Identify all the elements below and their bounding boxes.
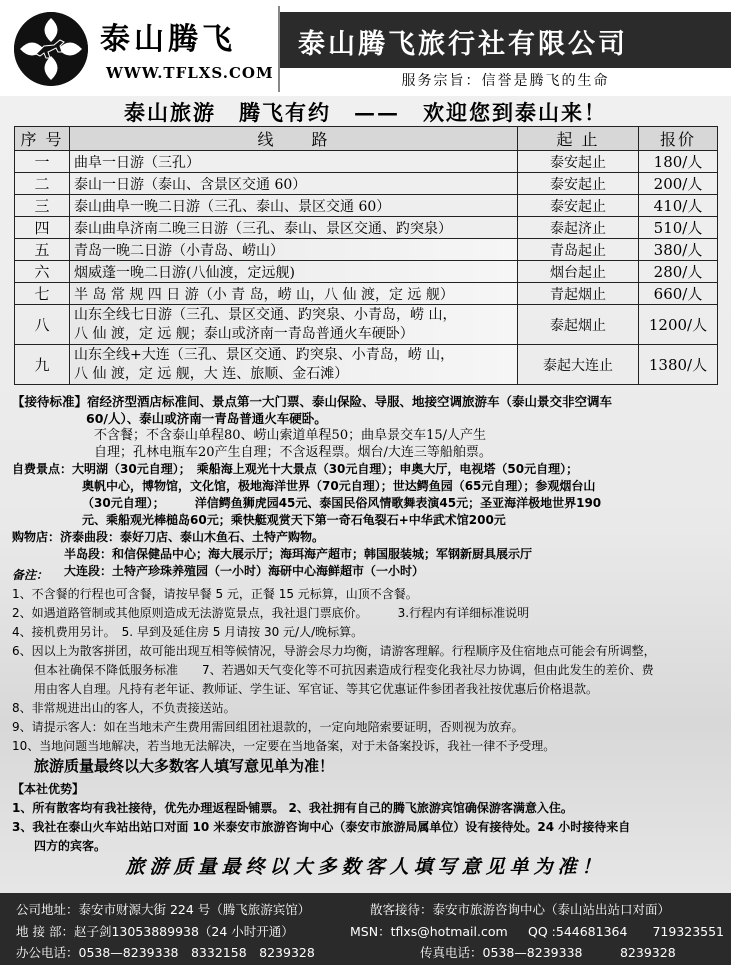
note-item: 10、当地问题当地解决，若当地无法解决，一定要在当地备案，对于未备案投诉，我社一律不予受理。 — [12, 739, 556, 753]
row-price: 1380/人 — [639, 345, 718, 385]
row-from-to: 泰安起止 — [518, 173, 639, 195]
self-pay-line: 元、乘船观光棒槌岛60元；乘快艇观赏天下第一奇石龟裂石+中华武术馆200元 — [82, 513, 506, 527]
service-motto: 服务宗旨：信誉是腾飞的生命 — [401, 73, 610, 89]
note-item: 8、非常规进出山的客人，不负责接送站。 — [12, 701, 236, 715]
table-header-row — [15, 127, 718, 151]
row-no: 七 — [15, 283, 70, 305]
note-item: 9、请提示客人：如在当地未产生费用需回组团社退款的，一定向地陪索要证明，否则视为放弃。 — [12, 720, 524, 734]
shopping-line: 大连段：土特产珍珠养殖园（一小时）海研中心海鲜超市（一小时） — [64, 564, 425, 578]
row-route: 曲阜一日游（三孔） — [70, 151, 518, 173]
row-price: 410/人 — [639, 195, 718, 217]
note-item: 1、不含餐的行程也可含餐，请按早餐 5 元，正餐 15 元标算，山顶不含餐。 — [12, 587, 418, 601]
row-from-to: 青岛起止 — [518, 239, 639, 261]
note-item: 6、因以上为散客拼团，故可能出现互相等候情况，导游会尽力均衡，请游客理解。行程顺序及住宿地点可能会有所调整， — [12, 644, 656, 658]
row-route-line2: 八 仙 渡，定 远 舰；泰山或济南一青岛普通火车硬卧） — [74, 325, 414, 342]
advantage-title: 【本社优势】 — [12, 782, 85, 796]
table-row — [15, 345, 718, 385]
logo — [8, 6, 280, 92]
row-price: 510/人 — [639, 217, 718, 239]
row-price: 180/人 — [639, 151, 718, 173]
header — [0, 0, 731, 96]
row-no: 五 — [15, 239, 70, 261]
table-row — [15, 283, 718, 305]
self-pay-line: （30元自理）； 洋信鳄鱼狮虎园45元、泰国民俗风情歌舞表演45元；圣亚海洋极地世界190 — [82, 496, 602, 510]
row-no: 三 — [15, 195, 70, 217]
msn-contact: MSN：tflxs@hotmail.com — [350, 924, 508, 939]
company-banner — [280, 12, 731, 68]
advantage-section — [12, 780, 722, 856]
shopping-line: 购物店：济泰曲段：泰好刀店、泰山木鱼石、土特产购物。 — [12, 530, 325, 544]
row-price: 660/人 — [639, 283, 718, 305]
row-from-to: 青起烟止 — [518, 283, 639, 305]
logo-url: WWW.TFLXS.COM — [106, 64, 274, 82]
note-item-2: 2、如遇道路管制或其他原则造成无法游览景点，我社退门票底价。 — [12, 606, 362, 620]
table-row — [15, 151, 718, 173]
row-route: 烟威蓬一晚二日游(八仙渡，定远舰) — [70, 261, 518, 283]
office-phone: 办公电话：0538—8239338 8332158 8239328 — [16, 945, 315, 960]
header-price: 报价 — [639, 127, 718, 151]
row-price: 200/人 — [639, 173, 718, 195]
quality-slogan: 旅游质量最终以大多数客人填写意见单为准！ — [34, 757, 335, 775]
advantage-item: 3、我社在泰山火车站出站口对面 10 米泰安市旅游咨询中心（泰安市旅游局属单位）设有接待处。24 小时接待来自 — [12, 820, 631, 834]
row-route: 半 岛 常 规 四 日 游（小 青 岛，崂 山，八 仙 渡，定 远 舰） — [70, 283, 518, 305]
row-no: 九 — [15, 345, 70, 385]
company-name: 泰山腾飞旅行社有限公司 — [298, 29, 628, 60]
row-from-to: 泰起大连止 — [518, 345, 639, 385]
welcome-slogan: 泰山旅游 腾飞有约 —— 欢迎您到泰山来！ — [124, 100, 607, 125]
table-row — [15, 305, 718, 345]
row-from-to: 泰起烟止 — [518, 305, 639, 345]
standard-line: 自理；孔林电瓶车20产生自理；不含返程票。烟台/大连三等船舶票。 — [94, 445, 492, 460]
row-route-line1: 山东全线七日游（三孔、景区交通、趵突泉、小青岛，崂 山， — [74, 306, 457, 323]
row-no: 六 — [15, 261, 70, 283]
reception-address: 散客接待：泰安市旅游咨询中心（泰山站出站口对面） — [370, 902, 671, 917]
row-route: 泰山一日游（泰山、含景区交通 60） — [70, 173, 518, 195]
row-from-to: 泰安起止 — [518, 195, 639, 217]
standard-line: 60/人）、泰山或济南一青岛普通火车硬卧。 — [86, 411, 327, 426]
advantage-item: 1、所有散客均有我社接待，优先办理返程卧铺票。 2、我社拥有自己的腾飞旅游宾馆确保游客满意入住。 — [12, 801, 573, 815]
standard-line: 不含餐；不含泰山单程80、崂山索道单程50；曲阜景交车15/人产生 — [94, 428, 487, 443]
logo-name: 泰山腾飞 — [100, 22, 236, 57]
row-route-line2: 八 仙 渡，定 远 舰，大 连、旅顺、金石滩） — [74, 365, 349, 382]
row-from-to: 泰起济止 — [518, 217, 639, 239]
row-price: 280/人 — [639, 261, 718, 283]
qq-contact: QQ :544681364 719323551 — [528, 924, 725, 939]
note-item: 用由客人自理。凡持有老年证、教师证、学生证、军官证、等其它优惠证件参团者我社按优惠后价格退款。 — [34, 682, 599, 696]
row-route: 青岛一晚二日游（小青岛、崂山） — [70, 239, 518, 261]
header-no: 序 号 — [15, 127, 70, 151]
table-row — [15, 173, 718, 195]
self-pay-line: 奥帆中心，博物馆，文化馆，极地海洋世界（70元自理）；世达鳄鱼园（65元自理）；参观烟台山 — [82, 479, 596, 493]
row-price: 380/人 — [639, 239, 718, 261]
note-item-3: 3.行程内有详细标准说明 — [397, 606, 530, 620]
table-row — [15, 261, 718, 283]
row-no: 八 — [15, 305, 70, 345]
standard-line: 【接待标准】宿经济型酒店标准间、景点第一大门票、泰山保险、导服、地接空调旅游车（泰山景交非空调车 — [12, 394, 613, 409]
notes-section — [12, 566, 722, 776]
row-route-line1: 山东全线+大连（三孔、景区交通、趵突泉、小青岛，崂 山， — [74, 346, 455, 363]
contact-person: 地 接 部：赵子剑13053889938（24 小时开通） — [16, 924, 294, 939]
advantage-item: 四方的宾客。 — [34, 839, 107, 853]
row-from-to: 烟台起止 — [518, 261, 639, 283]
row-price: 1200/人 — [639, 305, 718, 345]
note-item — [12, 604, 722, 623]
route-table — [14, 126, 718, 385]
row-route — [70, 305, 518, 345]
company-address: 公司地址：泰安市财源大街 224 号（腾飞旅游宾馆） — [16, 902, 311, 917]
header-route: 线 路 — [70, 127, 518, 151]
notes-title: 备注： — [12, 568, 49, 582]
table-row — [15, 217, 718, 239]
self-pay-line: 自费景点：大明湖（30元自理）； 乘船海上观光十大景点（30元自理）；申奥大厅，电视塔（50元自理）； — [12, 462, 579, 476]
shopping-line: 半岛段：和信保健品中心；海大展示厅；海珥海产超市；韩国服装城；军钢新厨具展示厅 — [64, 547, 533, 561]
quality-slogan-italic: 旅游质量最终以大多数客人填写意见单为准！ — [125, 856, 606, 878]
row-route: 泰山曲阜济南二晚三日游（三孔、泰山、景区交通、趵突泉） — [70, 217, 518, 239]
row-from-to: 泰安起止 — [518, 151, 639, 173]
row-route — [70, 345, 518, 385]
note-item: 但本社确保不降低服务标准 7、若遇如天气变化等不可抗因素造成行程变化我社尽力协调，但由此发生的差价、费 — [34, 663, 654, 677]
table-row — [15, 239, 718, 261]
table-row — [15, 195, 718, 217]
horse-logo-icon — [14, 12, 88, 86]
self-pay-spots — [12, 461, 724, 529]
row-no: 四 — [15, 217, 70, 239]
row-no: 二 — [15, 173, 70, 195]
row-route: 泰山曲阜一晚二日游（三孔、泰山、景区交通 60） — [70, 195, 518, 217]
row-no: 一 — [15, 151, 70, 173]
footer — [0, 893, 731, 965]
note-item: 4、接机费用另计。 5. 早到及延住房 5 月请按 30 元/人/晚标算。 — [12, 625, 364, 639]
header-from-to: 起 止 — [518, 127, 639, 151]
fax-phone: 传真电话：0538—8239338 8239328 — [420, 945, 676, 960]
reception-standard — [12, 393, 724, 461]
